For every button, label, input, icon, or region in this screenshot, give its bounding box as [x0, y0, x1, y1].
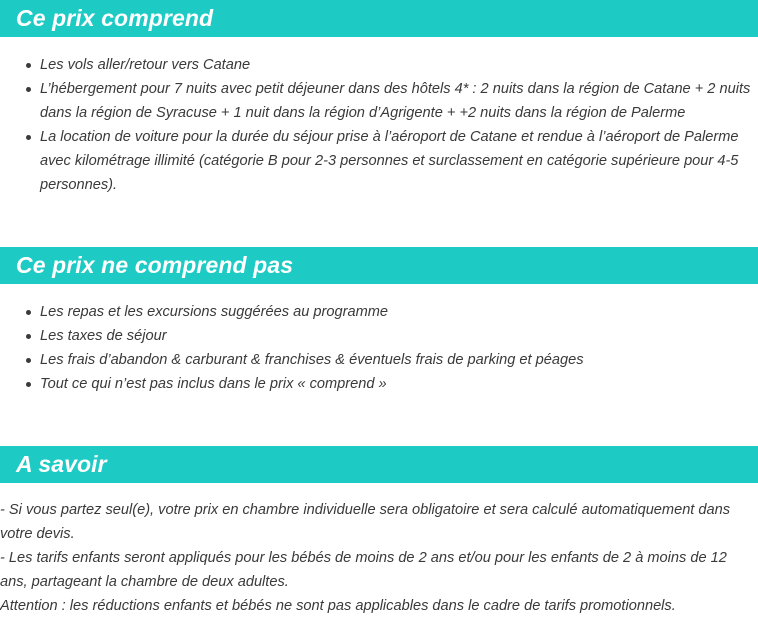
list-item: [0, 125, 758, 197]
info-paragraph: - Si vous partez seul(e), votre prix en chambre individuelle sera obligatoire et sera calculé automatiquement dans votre devis.: [0, 502, 731, 542]
list-item-text: Les vols aller/retour vers Catane: [40, 57, 251, 73]
excludes-list: [0, 300, 758, 396]
list-item: [0, 372, 758, 396]
bullet-icon: [26, 63, 31, 68]
list-item-text: Les frais d’abandon & carburant & franchises & éventuels frais de parking et péages: [40, 352, 584, 368]
section-header-includes: [0, 0, 758, 37]
info-paragraph: Attention : les réductions enfants et bébés ne sont pas applicables dans le cadre de tarifs promotionnels.: [0, 598, 676, 614]
bullet-icon: [26, 310, 31, 315]
bullet-icon: [26, 87, 31, 92]
bullet-icon: [26, 135, 31, 140]
info-text-block: [0, 498, 758, 618]
section-header-excludes: [0, 247, 758, 284]
list-item-text: L’hébergement pour 7 nuits avec petit déjeuner dans des hôtels 4* : 2 nuits dans la région de Catane + 2 nuits dans la région de Syracuse + 1 nuit dans la région d’Agrigente + +2 nuits dans la région de Palerme: [40, 81, 751, 121]
bullet-icon: [26, 382, 31, 387]
list-item-text: Les repas et les excursions suggérées au programme: [40, 304, 388, 320]
info-paragraph: - Les tarifs enfants seront appliqués pour les bébés de moins de 2 ans et/ou pour les enfants de 2 à moins de 12 ans, partageant la chambre de deux adultes.: [0, 550, 727, 590]
list-item-text: Les taxes de séjour: [40, 328, 167, 344]
section-title-info: A savoir: [16, 451, 107, 477]
list-item: [0, 324, 758, 348]
section-title-excludes: Ce prix ne comprend pas: [16, 252, 294, 278]
list-item: [0, 77, 758, 125]
bullet-icon: [26, 334, 31, 339]
list-item-text: La location de voiture pour la durée du séjour prise à l’aéroport de Catane et rendue à l’aéroport de Palerme avec kilométrage illimité (catégorie B pour 2-3 personnes et surclassement en catégorie supérieure pour 4-5 personnes).: [40, 129, 739, 193]
bullet-icon: [26, 358, 31, 363]
section-header-info: [0, 446, 758, 483]
section-title-includes: Ce prix comprend: [16, 5, 214, 31]
includes-list: [0, 53, 758, 197]
list-item: [0, 348, 758, 372]
list-item: [0, 53, 758, 77]
list-item-text: Tout ce qui n’est pas inclus dans le prix « comprend »: [40, 376, 387, 392]
list-item: [0, 300, 758, 324]
